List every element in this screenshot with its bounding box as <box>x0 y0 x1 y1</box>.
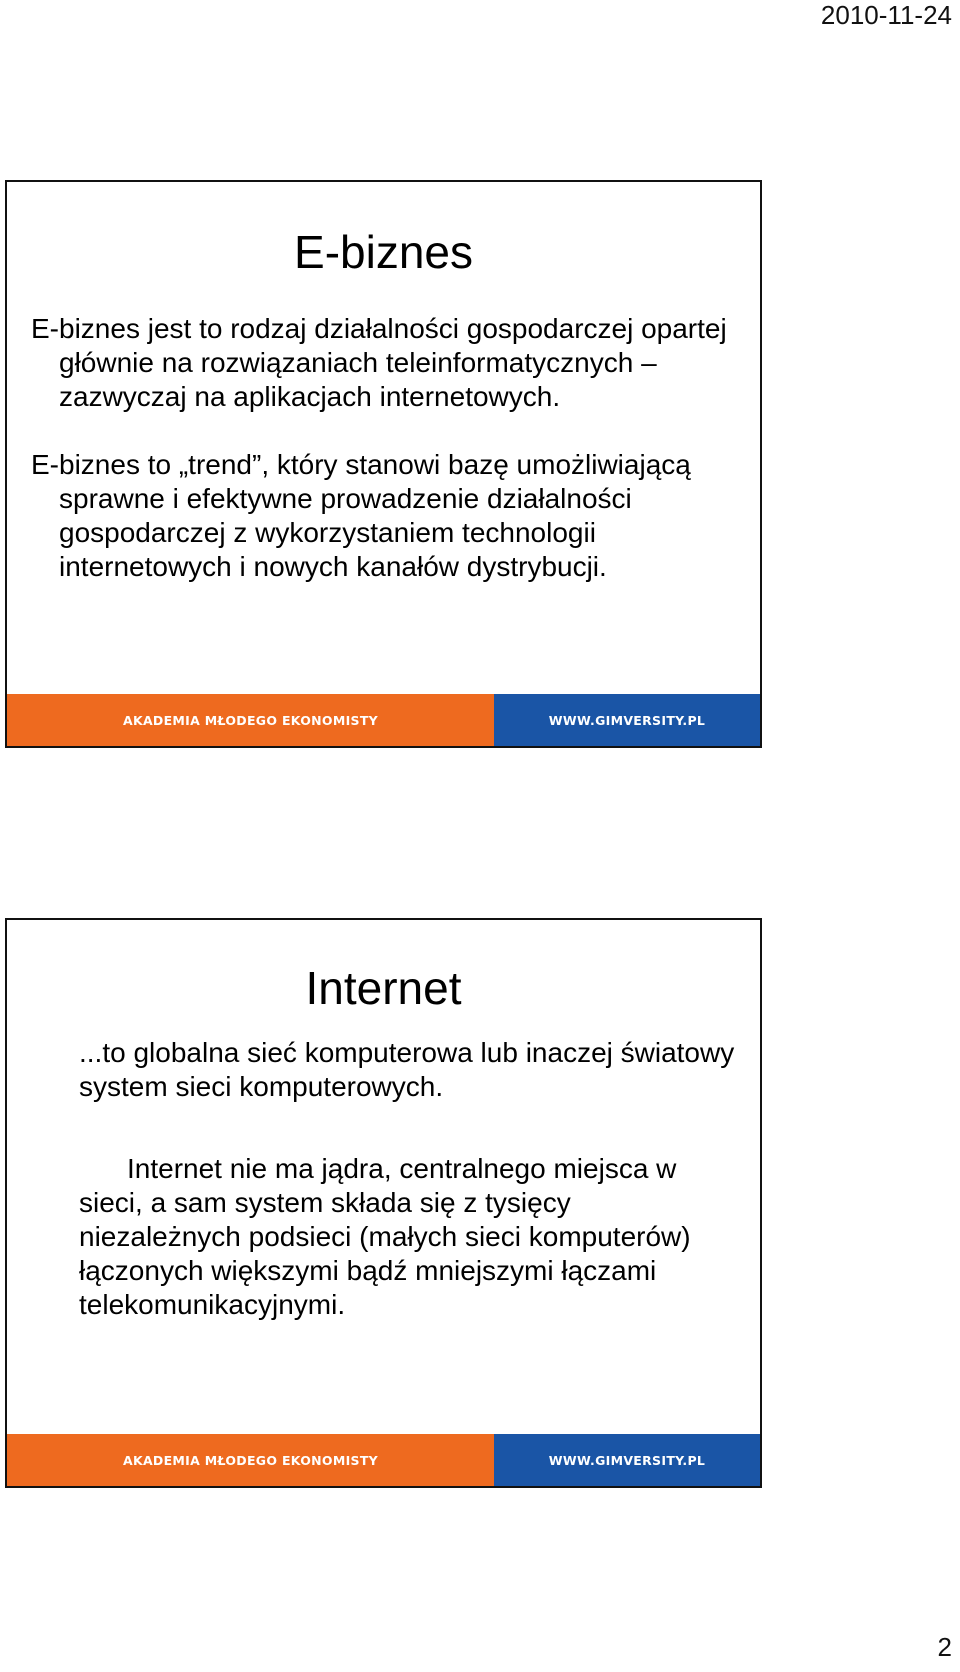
paragraph-definition: ...to globalna sieć komputerowa lub inaczej światowy system sieci komputerowych. <box>79 1037 735 1102</box>
slide-title: Internet <box>305 962 462 1014</box>
slide-footer <box>7 694 760 746</box>
paragraph-trend: E-biznes to „trend”, który stanowi bazę umożliwiającą sprawne i efektywne prowadzenie działalności gospodarczej z wykorzystaniem technologii internetowych i nowych kanałów dystrybucji. <box>31 449 691 582</box>
slide-e-biznes <box>5 180 762 748</box>
page-number: 2 <box>937 1632 952 1662</box>
footer-brand-text: AKADEMIA MŁODEGO EKONOMISTY <box>122 712 378 728</box>
slide-body <box>79 1036 736 1322</box>
footer-brand-panel <box>7 694 494 746</box>
slide-footer <box>7 1434 760 1486</box>
page-date: 2010-11-24 <box>820 0 952 30</box>
slide-body <box>31 312 740 584</box>
footer-brand-text: AKADEMIA MŁODEGO EKONOMISTY <box>122 1452 378 1468</box>
footer-url-text: WWW.GIMVERSITY.PL <box>548 712 706 728</box>
paragraph-definition: E-biznes jest to rodzaj działalności gospodarczej opartej głównie na rozwiązaniach teleinformatycznych – zazwyczaj na aplikacjach internetowych. <box>31 313 727 412</box>
footer-brand-panel <box>7 1434 494 1486</box>
paragraph-structure: Internet nie ma jądra, centralnego miejsca w sieci, a sam system składa się z tysięcy niezależnych podsieci (małych sieci komputerów) łączonych większymi bądź mniejszymi łączami telekomunikacyjnymi. <box>79 1153 691 1320</box>
slide-title: E-biznes <box>294 226 473 278</box>
footer-url-panel <box>494 694 760 746</box>
footer-url-panel <box>494 1434 760 1486</box>
slide-internet <box>5 918 762 1488</box>
footer-url-text: WWW.GIMVERSITY.PL <box>548 1452 706 1468</box>
